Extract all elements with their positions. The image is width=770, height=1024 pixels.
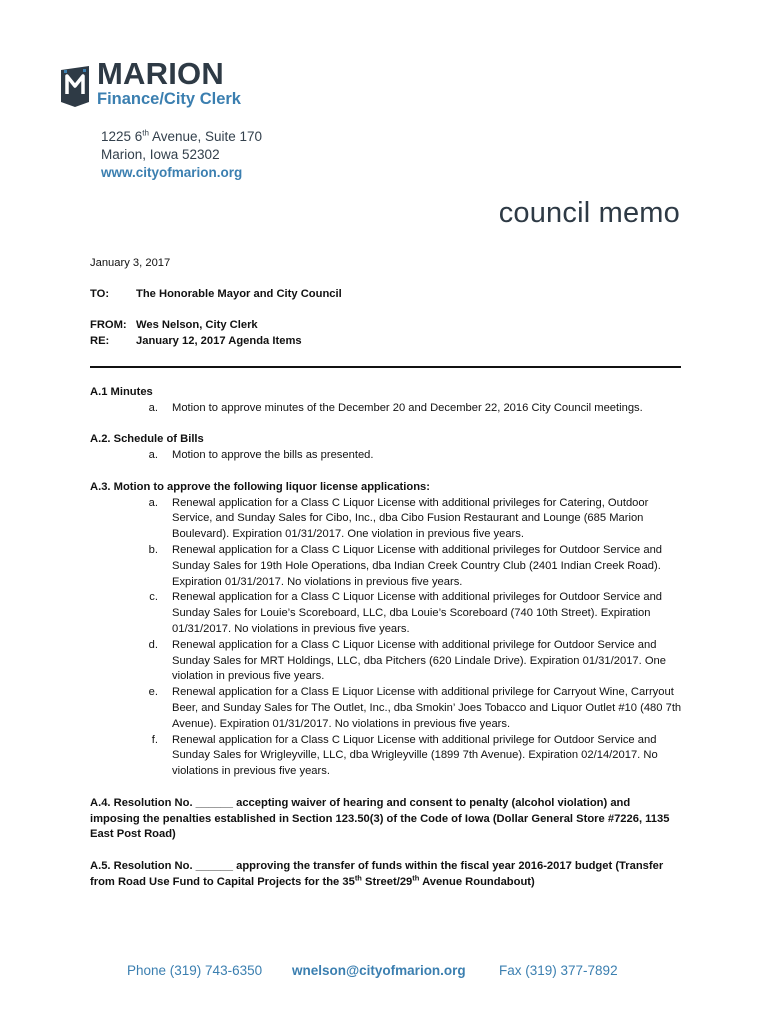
list-item [90, 448, 690, 464]
re-label: RE: [90, 335, 110, 347]
item-letter: f. [151, 733, 158, 746]
item-text: Motion to approve the bills as presented. [172, 449, 374, 462]
item-letter: e. [148, 686, 158, 699]
from-value: Wes Nelson, City Clerk [136, 319, 258, 331]
address-line-1: 1225 6th Avenue, Suite 170 [101, 128, 263, 144]
footer-email-link[interactable]: wnelson@cityofmarion.org [292, 963, 466, 978]
memo-title: council memo [498, 197, 680, 229]
section-a1-list [90, 401, 690, 417]
list-item [90, 733, 690, 780]
footer-phone: Phone (319) 743-6350 [127, 963, 263, 978]
list-item [90, 685, 690, 732]
item-text: Renewal application for a Class C Liquor License with additional privilege for Outdoor Service and Sunday Sales for MRT Holdings, LLC, dba Pitchers (620 Lindale Drive). Expiration 01/31/2017. One violation in previous five years. [172, 638, 666, 683]
address-line-2: Marion, Iowa 52302 [101, 147, 220, 162]
footer-fax: Fax (319) 377-7892 [499, 963, 618, 978]
item-text: Renewal application for a Class C Liquor License with additional privileges for Catering, Outdoor Service, and Sunday Sales for Cibo, Inc., dba Cibo Fusion Restaurant and Lounge (685 Marion Boulevard). Expiration 01/31/2017. One violation in previous five years. [172, 496, 649, 541]
website-link[interactable]: www.cityofmarion.org [101, 165, 243, 180]
item-letter: a. [148, 496, 158, 509]
section-a3-title: A.3. Motion to approve the following liquor license applications: [90, 480, 430, 493]
agenda-content [90, 385, 690, 906]
marion-logo-badge [58, 64, 92, 108]
logo-subtitle: Finance/City Clerk [97, 90, 241, 108]
section-a1-title: A.1 Minutes [90, 386, 153, 398]
item-text: Motion to approve minutes of the December 20 and December 22, 2016 City Council meetings. [172, 401, 643, 414]
section-a3-list [90, 496, 690, 780]
section-a2-list [90, 448, 690, 464]
item-letter: c. [149, 591, 158, 604]
to-label: TO: [90, 288, 110, 300]
item-text: Renewal application for a Class C Liquor License with additional privileges for Outdoor Service and Sunday Sales for 19th Hole Operations, dba Indian Creek Country Club (2401 Indian Creek Road). Expiration 01/31/2017. No violations in previous five years. [172, 543, 663, 588]
list-item [90, 543, 690, 590]
list-item [90, 496, 690, 543]
item-letter: d. [148, 638, 158, 651]
section-a5-resolution: A.5. Resolution No. ______ approving the transfer of funds within the fiscal year 2016-2017 budget (Transfer from Road Use Fund to Capital Projects for the 35th Street/29th Avenue Roundabout) [90, 859, 664, 888]
section-a2-title: A.2. Schedule of Bills [90, 433, 204, 446]
list-item [90, 401, 690, 417]
item-text: Renewal application for a Class C Liquor License with additional privilege for Outdoor Service and Sunday Sales for Wrigleyville, LLC, dba Wrigleyville (1899 7th Avenue). Expiration 02/14/2017. No violations in previous five years. [172, 733, 658, 778]
from-label: FROM: [90, 319, 127, 331]
item-letter: b. [148, 543, 158, 556]
header-divider [90, 366, 681, 368]
re-value: January 12, 2017 Agenda Items [136, 335, 302, 347]
memo-date: January 3, 2017 [90, 257, 171, 269]
list-item [90, 638, 690, 685]
logo-title: MARION [97, 56, 224, 91]
section-a4-resolution: A.4. Resolution No. ______ accepting waiver of hearing and consent to penalty (alcohol violation) and imposing the penalties established in Section 123.50(3) of the Code of Iowa (Dollar General Store #7226, 1135 East Post Road) [90, 796, 670, 841]
item-letter: a. [148, 449, 158, 462]
item-text: Renewal application for a Class E Liquor License with additional privilege for Carryout Wine, Carryout Beer, and Sunday Sales for The Outlet, Inc., dba Smokin’ Joes Tobacco and Liquor Outlet #10 (480 7th Avenue). Expiration 01/31/2017. No violations in previous five years. [172, 686, 682, 730]
to-value: The Honorable Mayor and City Council [136, 288, 342, 300]
list-item [90, 590, 690, 637]
item-letter: a. [148, 401, 158, 414]
item-text: Renewal application for a Class C Liquor License with additional privileges for Outdoor Service and Sunday Sales for Louie’s Scoreboard, LLC, dba Louie’s Scoreboard (740 10th Street). Expiration 01/31/2017. No violations in previous five years. [172, 591, 663, 635]
